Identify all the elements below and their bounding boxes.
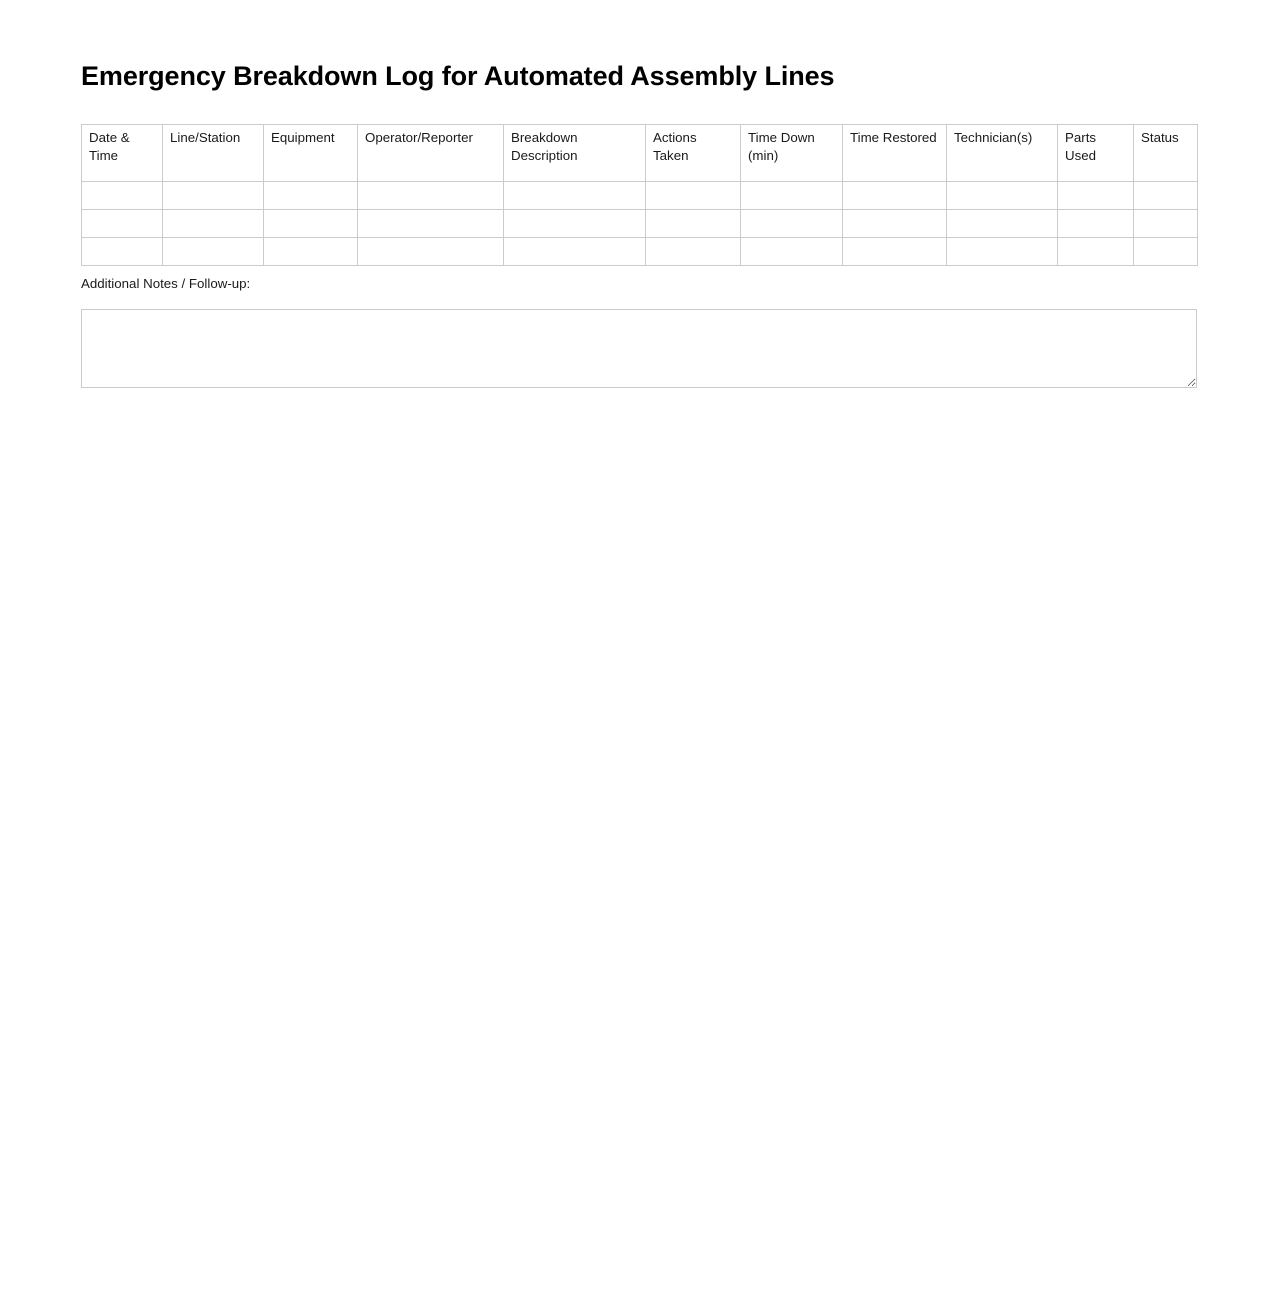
table-row bbox=[82, 210, 1198, 238]
cell-line-station[interactable] bbox=[163, 238, 264, 266]
cell-operator-reporter[interactable] bbox=[358, 182, 504, 210]
additional-notes-textarea[interactable] bbox=[81, 309, 1197, 388]
column-header-equipment: Equipment bbox=[264, 125, 358, 182]
cell-actions-taken[interactable] bbox=[646, 210, 741, 238]
column-header-status: Status bbox=[1134, 125, 1198, 182]
cell-date-time[interactable] bbox=[82, 238, 163, 266]
cell-breakdown-description[interactable] bbox=[504, 238, 646, 266]
cell-operator-reporter[interactable] bbox=[358, 238, 504, 266]
cell-time-restored[interactable] bbox=[843, 238, 947, 266]
cell-breakdown-description[interactable] bbox=[504, 182, 646, 210]
cell-equipment[interactable] bbox=[264, 210, 358, 238]
cell-time-down-min[interactable] bbox=[741, 238, 843, 266]
cell-equipment[interactable] bbox=[264, 238, 358, 266]
cell-status[interactable] bbox=[1134, 238, 1198, 266]
cell-operator-reporter[interactable] bbox=[358, 210, 504, 238]
column-header-parts-used: Parts Used bbox=[1058, 125, 1134, 182]
cell-time-restored[interactable] bbox=[843, 210, 947, 238]
cell-time-down-min[interactable] bbox=[741, 210, 843, 238]
column-header-breakdown-description: Breakdown Description bbox=[504, 125, 646, 182]
cell-equipment[interactable] bbox=[264, 182, 358, 210]
column-header-time-restored: Time Restored bbox=[843, 125, 947, 182]
cell-parts-used[interactable] bbox=[1058, 210, 1134, 238]
cell-status[interactable] bbox=[1134, 210, 1198, 238]
table-row bbox=[82, 182, 1198, 210]
table-header bbox=[82, 125, 1198, 182]
column-header-actions-taken: Actions Taken bbox=[646, 125, 741, 182]
cell-breakdown-description[interactable] bbox=[504, 210, 646, 238]
cell-line-station[interactable] bbox=[163, 210, 264, 238]
breakdown-log-table bbox=[81, 124, 1198, 266]
cell-parts-used[interactable] bbox=[1058, 238, 1134, 266]
column-header-time-down-min: Time Down (min) bbox=[741, 125, 843, 182]
table-body bbox=[82, 182, 1198, 266]
additional-notes-label: Additional Notes / Follow-up: bbox=[81, 276, 251, 291]
cell-parts-used[interactable] bbox=[1058, 182, 1134, 210]
column-header-technicians: Technician(s) bbox=[947, 125, 1058, 182]
column-header-operator-reporter: Operator/Reporter bbox=[358, 125, 504, 182]
table-header-row bbox=[82, 125, 1198, 182]
cell-technicians[interactable] bbox=[947, 238, 1058, 266]
cell-technicians[interactable] bbox=[947, 210, 1058, 238]
column-header-line-station: Line/Station bbox=[163, 125, 264, 182]
breakdown-log-table-container bbox=[81, 124, 1197, 266]
cell-actions-taken[interactable] bbox=[646, 238, 741, 266]
cell-status[interactable] bbox=[1134, 182, 1198, 210]
cell-actions-taken[interactable] bbox=[646, 182, 741, 210]
cell-line-station[interactable] bbox=[163, 182, 264, 210]
cell-date-time[interactable] bbox=[82, 210, 163, 238]
page-title: Emergency Breakdown Log for Automated Assembly Lines bbox=[81, 61, 835, 91]
cell-date-time[interactable] bbox=[82, 182, 163, 210]
column-header-date-time: Date & Time bbox=[82, 125, 163, 182]
table-row bbox=[82, 238, 1198, 266]
cell-time-down-min[interactable] bbox=[741, 182, 843, 210]
cell-time-restored[interactable] bbox=[843, 182, 947, 210]
cell-technicians[interactable] bbox=[947, 182, 1058, 210]
